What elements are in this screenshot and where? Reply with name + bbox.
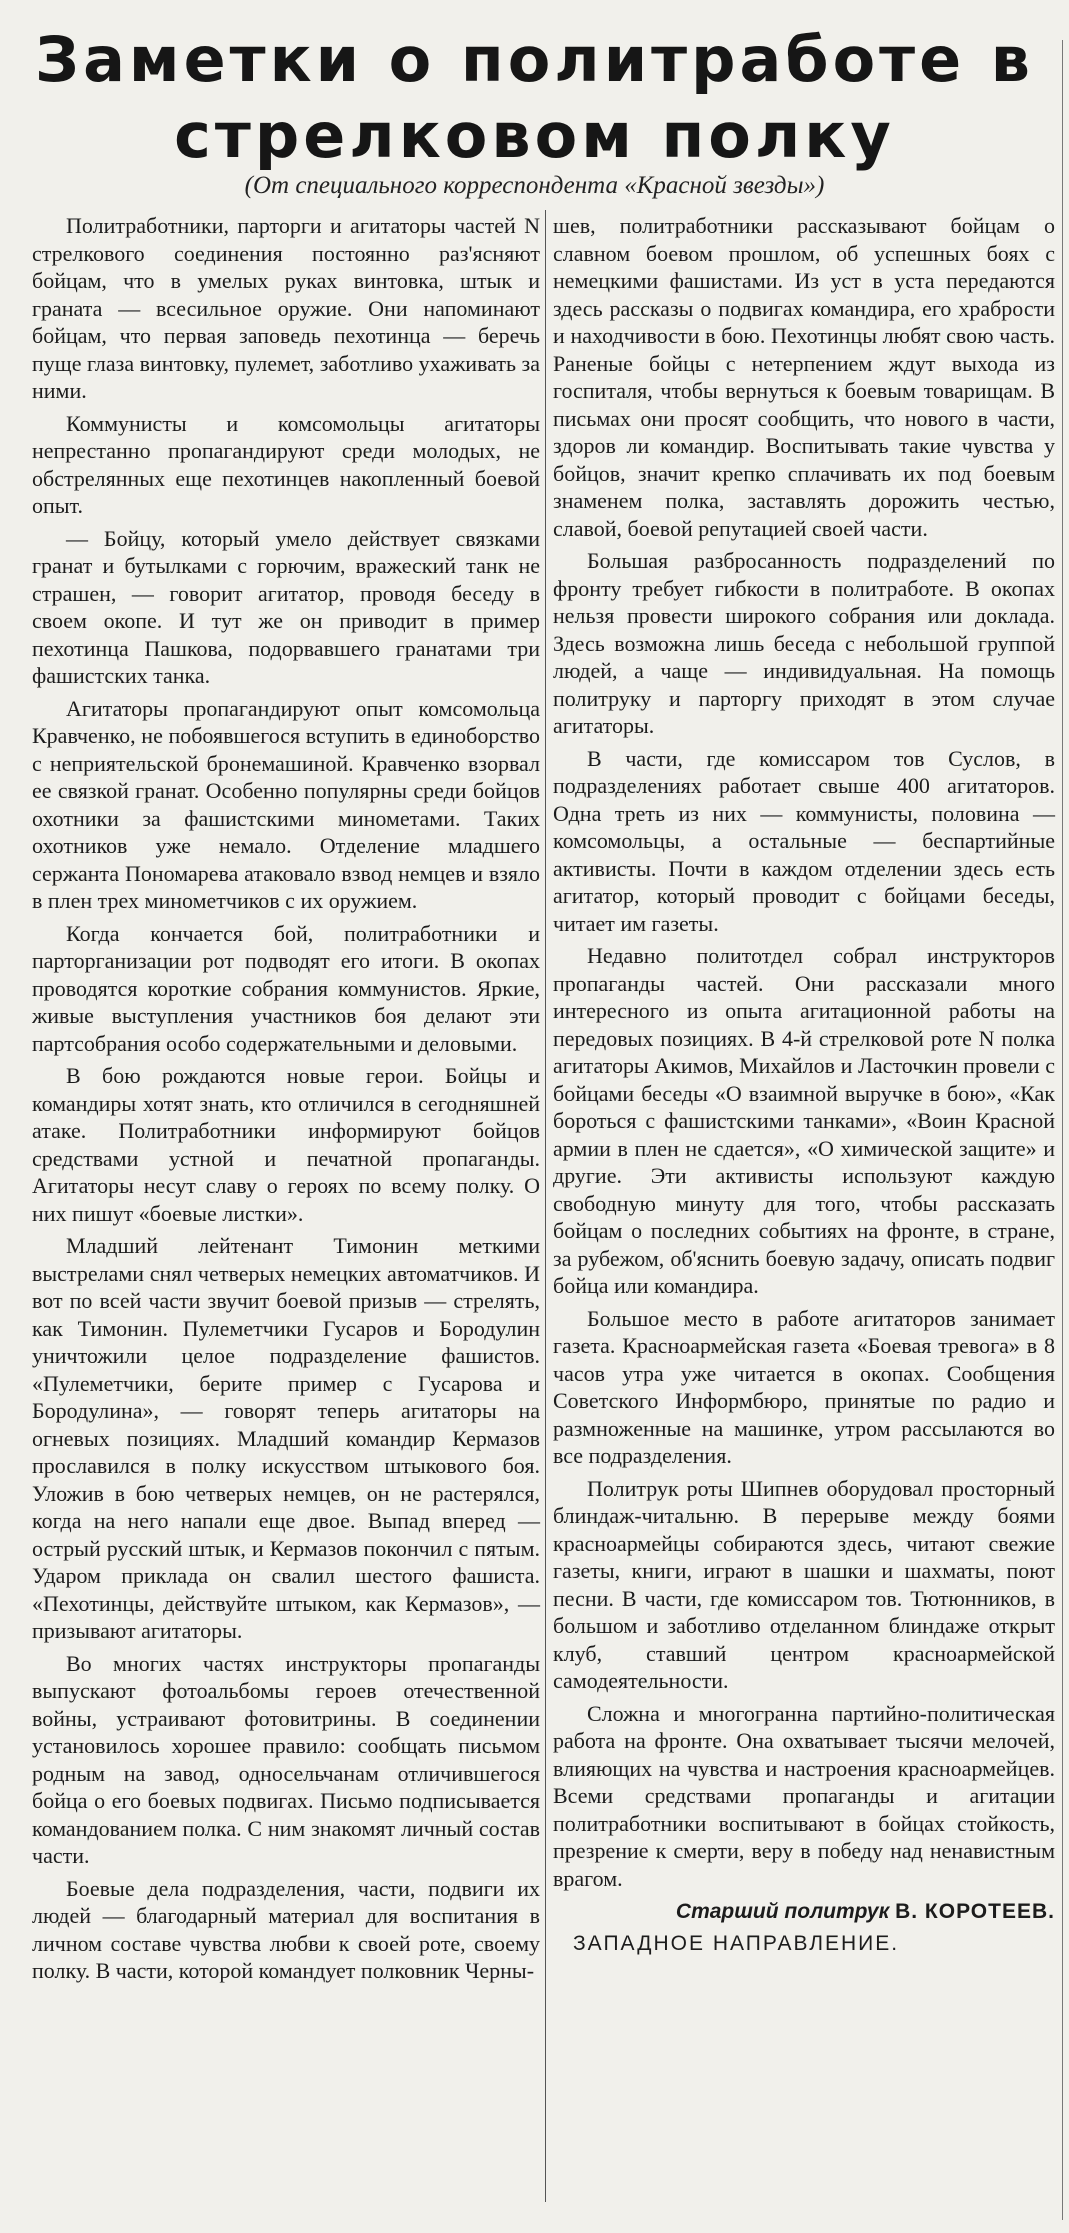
- paragraph: Боевые дела подразделения, части, подвиги их людей — благодарный материал для воспитания в личном составе чувства любви к своей роте, своему полку. В части, которой командует полковник Черны-: [32, 1875, 540, 1983]
- dateline-direction: ЗАПАДНОЕ НАПРАВЛЕНИЕ.: [573, 1931, 900, 1955]
- author-name: В. КОРОТЕЕВ.: [895, 1900, 1055, 1923]
- column-divider: [545, 210, 546, 2202]
- paragraph: В бою рождаются новые герои. Бойцы и командиры хотят знать, кто отличился в сегодняшней атаке. Политработники информируют бойцов средствами устной и печатной пропаганды. Агитаторы несут славу о героях по всему полку. О них пишут «боевые листки».: [32, 1063, 540, 1226]
- paragraph: Политрук роты Шипнев оборудовал просторный блиндаж-читальню. В перерыве между боями красноармейцы собираются здесь, читают свежие газеты, книги, играют в шашки и шахматы, поют песни. В части, где комиссаром тов. Тютюнников, в большом и заботливо отделанном блиндаже открыт клуб, ставший центром красноармейской самодеятельности.: [553, 1475, 1055, 1693]
- page-edge-rule: [1062, 40, 1063, 2220]
- paragraph: Большое место в работе агитаторов занимает газета. Красноармейская газета «Боевая тревога» в 8 часов утра уже читается в окопах. Сообщения Советского Информбюро, принятые по радио и размноженные на машинке, утром рассылаются во все подразделения.: [553, 1305, 1055, 1468]
- author-rank: Старший политрук: [675, 1900, 890, 1923]
- paragraph: шев, политработники рассказывают бойцам о славном боевом прошлом, об успешных боях с немецкими фашистами. Из уст в уста передаются здесь рассказы о подвигах командира, его храбрости и находчивости в бою. Пехотинцы любят свою часть. Раненые бойцы с нетерпением ждут выхода из госпиталя, чтобы вернуться к боевым товарищам. В письмах они просят сообщить, что нового в части, здоров ли командир. Воспитывать такие чувства у бойцов, значит крепко сплачивать их под боевым знаменем полка, заставлять дорожить честью, славой, боевой репутацией своей части.: [553, 213, 1055, 541]
- article-column-2: [553, 212, 1055, 1957]
- paragraph: — Бойцу, который умело действует связками гранат и бутылками с горючим, вражеский танк не страшен, — говорит агитатор, проводя беседу в своем окопе. И тут же он приводит в пример пехотинца Пашкова, подорвавшего гранатами три фашистских танка.: [32, 525, 540, 688]
- paragraph: В части, где комиссаром тов Суслов, в подразделениях работает свыше 400 агитаторов. Одна треть из них — коммунисты, половина — комсомольцы, а остальные — беспартийные активисты. Почти в каждом отделении здесь есть агитатор, который проводит с бойцами беседы, читает им газеты.: [553, 745, 1055, 936]
- headline-line-2: стрелковом полку: [174, 99, 895, 172]
- paragraph: Младший лейтенант Тимонин меткими выстрелами снял четверых немецких автоматчиков. И вот по всей части звучит боевой призыв — стрелять, как Тимонин. Пулеметчики Гусаров и Бородулин уничтожили целое подразделение фашистов. «Пулеметчики, берите пример с Гусарова и Бородулина», — говорят теперь агитаторы на огневых позициях. Младший командир Кермазов прославился в полку искусством штыкового боя. Уложив в бою четверых немцев, он не растерялся, когда на него напали еще двое. Выпад вперед — острый русский штык, и Кермазов покончил с пятым. Ударом приклада он свалил шестого фашиста. «Пехотинцы, действуйте штыком, как Кермазов», — призывают агитаторы.: [32, 1233, 540, 1643]
- headline-line-1: Заметки о политработе в: [35, 23, 1034, 96]
- paragraph: Агитаторы пропагандируют опыт комсомольца Кравченко, не побоявшегося вступить в единоборство с неприятельской бронемашиной. Кравченко взорвал ее связкой гранат. Особенно популярны среди бойцов охотники за фашистскими минометами. Таких охотников уже немало. Отделение младшего сержанта Пономарева атаковало взвод немцев и взяло в плен трех минометчиков с их оружием.: [32, 695, 540, 913]
- byline-subtitle: (От специального корреспондента «Красной звезды»): [244, 172, 825, 199]
- author-signature: [553, 1898, 1055, 1926]
- paragraph: Когда кончается бой, политработники и парторганизации рот подводят его итоги. В окопах проводятся короткие собрания коммунистов. Яркие, живые выступления участников боя делают эти партсобрания особо содержательными и деловыми.: [32, 920, 540, 1056]
- paragraph: Недавно политотдел собрал инструкторов пропаганды частей. Они рассказали много интересного из опыта агитационной работы на передовых позициях. В 4-й стрелковой роте N полка агитаторы Акимов, Михайлов и Ласточкин провели с бойцами беседы «О взаимной выручке в бою», «Как бороться с фашистскими танками», «Воин Красной армии в плен не сдается», «О химической защите» и другие. Эти активисты используют каждую свободную минуту для того, чтобы рассказать бойцам о последних событиях на фронте, в стране, за рубежом, об'яснить боевую задачу, описать подвиг бойца или командира.: [553, 943, 1055, 1298]
- paragraph: Сложна и многогранна партийно-политическая работа на фронте. Она охватывает тысячи мелочей, влияющих на чувства и настроения красноармейцев. Всеми средствами пропаганды и агитации политработники воспитывают в бойцах стойкость, презрение к смерти, веру в победу над ненавистным врагом.: [553, 1700, 1055, 1891]
- paragraph: Политработники, парторги и агитаторы частей N стрелкового соединения постоянно раз'ясняют бойцам, что в умелых руках винтовка, штык и граната — всесильное оружие. Они напоминают бойцам, что первая заповедь пехотинца — беречь пуще глаза винтовку, пулемет, заботливо ухаживать за ними.: [32, 213, 540, 403]
- paragraph: Большая разбросанность подразделений по фронту требует гибкости в политработе. В окопах нельзя провести широкого собрания или доклада. Здесь возможна лишь беседа с небольшой группой людей, а чаще — индивидуальная. На помощь политруку и парторгу приходят в этом случае агитаторы.: [553, 548, 1055, 738]
- paragraph: Коммунисты и комсомольцы агитаторы непрестанно пропагандируют среди молодых, не обстрелянных еще пехотинцев накопленный боевой опыт.: [32, 410, 540, 518]
- article-column-1: [32, 212, 540, 1990]
- paragraph: Во многих частях инструкторы пропаганды выпускают фотоальбомы героев отечественной войны, устраивают фотовитрины. В соединении установилось хорошее правило: сообщать письмом родным на завод, односельчанам отличившегося бойца о его боевых подвигах. Письмо подписывается командованием полка. С ним знакомят личный состав части.: [32, 1650, 540, 1868]
